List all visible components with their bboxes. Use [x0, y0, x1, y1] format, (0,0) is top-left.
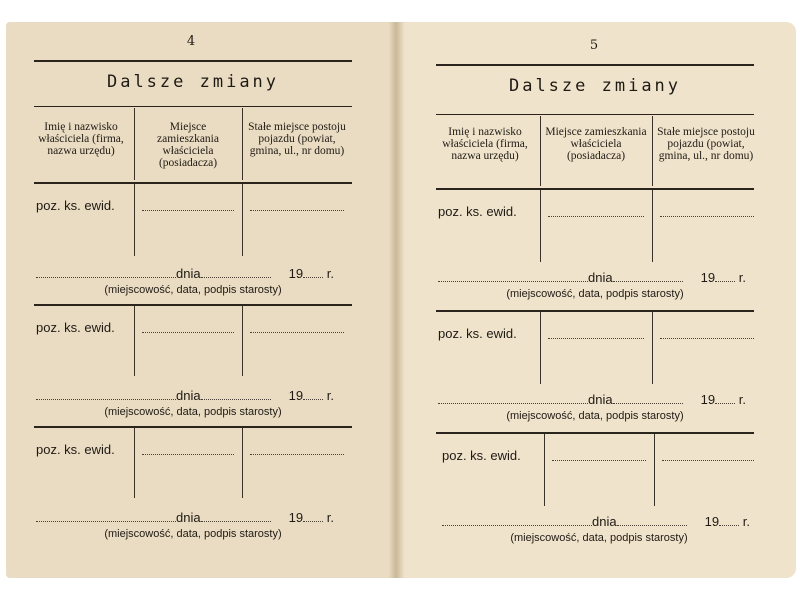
signature-caption: (miejscowość, data, podpis starosty) — [506, 410, 684, 422]
column-divider — [134, 184, 135, 256]
dnia-label: dnia — [176, 388, 201, 403]
column-divider — [134, 108, 135, 180]
entry-label: poz. ks. ewid. — [36, 320, 115, 335]
header-residence: Miejsce zamieszkania właściciela (posiadacza) — [157, 121, 219, 169]
signature-caption: (miejscowość, data, podpis starosty) — [510, 532, 688, 544]
column-divider — [134, 306, 135, 376]
header-owner: Imię i nazwisko właściciela (firma, nazwa urzędu) — [442, 126, 528, 162]
header-parking: Stałe miejsce postoju pojazdu (powiat, gmina, ul., nr domu) — [248, 121, 346, 157]
fill-line — [142, 210, 234, 211]
column-divider — [540, 190, 541, 262]
year-suffix: r. — [326, 388, 334, 403]
fill-line — [250, 454, 344, 455]
fill-line — [548, 216, 644, 217]
signature-line — [442, 514, 750, 529]
signature-caption: (miejscowość, data, podpis starosty) — [104, 284, 282, 296]
open-booklet — [6, 22, 796, 578]
dnia-label: dnia — [176, 510, 201, 525]
year-suffix: r. — [738, 392, 746, 407]
signature-line — [438, 270, 746, 285]
fill-line — [662, 460, 754, 461]
header-top-rule — [436, 114, 754, 115]
signature-caption: (miejscowość, data, podpis starosty) — [104, 528, 282, 540]
fill-line — [250, 210, 344, 211]
year-prefix: 19 — [704, 514, 720, 529]
column-divider — [652, 190, 653, 262]
dnia-label: dnia — [176, 266, 201, 281]
header-bottom-rule — [436, 188, 754, 190]
top-rule — [436, 64, 754, 66]
dnia-label: dnia — [592, 514, 617, 529]
entry-separator — [34, 426, 352, 428]
signature-caption: (miejscowość, data, podpis starosty) — [104, 406, 282, 418]
fill-line — [552, 460, 646, 461]
fill-line — [660, 338, 754, 339]
page-number: 5 — [589, 38, 599, 53]
page-5 — [404, 22, 796, 578]
year-prefix: 19 — [288, 266, 304, 281]
column-divider — [540, 116, 541, 186]
fill-line — [250, 332, 344, 333]
page-number: 4 — [186, 34, 196, 49]
column-divider — [540, 312, 541, 384]
book-gutter — [388, 22, 404, 578]
fill-line — [548, 338, 644, 339]
dnia-label: dnia — [588, 270, 613, 285]
signature-caption: (miejscowość, data, podpis starosty) — [506, 288, 684, 300]
year-prefix: 19 — [700, 392, 716, 407]
year-suffix: r. — [738, 270, 746, 285]
entry-separator — [436, 432, 754, 434]
page-title: Dalsze zmiany — [508, 76, 682, 96]
entry-label: poz. ks. ewid. — [438, 204, 517, 219]
column-divider — [134, 428, 135, 498]
year-suffix: r. — [326, 266, 334, 281]
signature-line — [36, 266, 334, 281]
column-divider — [654, 434, 655, 506]
fill-line — [142, 454, 234, 455]
signature-line — [36, 510, 334, 525]
header-bottom-rule — [34, 182, 352, 184]
year-suffix: r. — [326, 510, 334, 525]
entry-label: poz. ks. ewid. — [36, 198, 115, 213]
entry-separator — [34, 304, 352, 306]
dnia-label: dnia — [588, 392, 613, 407]
year-prefix: 19 — [288, 388, 304, 403]
signature-line — [36, 388, 334, 403]
year-prefix: 19 — [700, 270, 716, 285]
column-divider — [242, 108, 243, 180]
column-divider — [242, 306, 243, 376]
fill-line — [142, 332, 234, 333]
page-4 — [6, 22, 388, 578]
signature-line — [438, 392, 746, 407]
column-divider — [242, 184, 243, 256]
entry-label: poz. ks. ewid. — [442, 448, 521, 463]
page-title: Dalsze zmiany — [106, 72, 280, 92]
column-divider — [242, 428, 243, 498]
column-divider — [652, 312, 653, 384]
top-rule — [34, 60, 352, 62]
column-divider — [544, 434, 545, 506]
entry-label: poz. ks. ewid. — [438, 326, 517, 341]
header-residence: Miejsce zamieszkania właściciela (posiadacza) — [545, 126, 647, 162]
year-suffix: r. — [742, 514, 750, 529]
header-top-rule — [34, 106, 352, 107]
header-parking: Stałe miejsce postoju pojazdu (powiat, gmina, ul., nr domu) — [657, 126, 755, 162]
fill-line — [660, 216, 754, 217]
year-prefix: 19 — [288, 510, 304, 525]
column-divider — [652, 116, 653, 186]
entry-separator — [436, 310, 754, 312]
header-owner: Imię i nazwisko właściciela (firma, nazwa urzędu) — [38, 121, 124, 157]
entry-label: poz. ks. ewid. — [36, 442, 115, 457]
